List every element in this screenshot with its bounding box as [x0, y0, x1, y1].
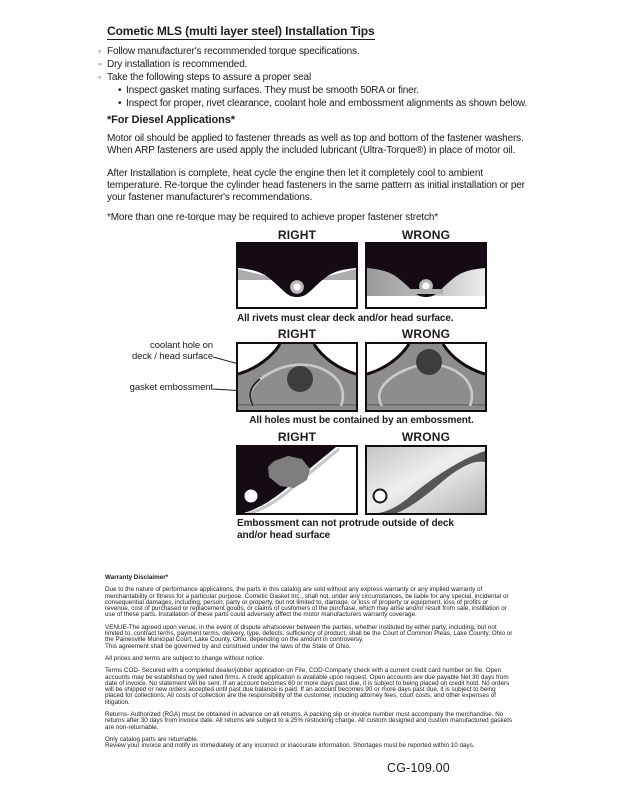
diesel-paragraph-2: After Installation is complete, heat cycle the engine then let it completely cool to ambient temperature. Re-torque the cylinder head fasteners in the same pattern as initial installation or per your fastener manufacturer's recommendations.	[107, 168, 525, 203]
hole-containment-wrong-illustration	[367, 344, 485, 410]
hole-containment-right-illustration	[238, 344, 356, 410]
diesel-paragraph-1: Motor oil should be applied to fastener threads as well as top and bottom of the fastener washers. When ARP fasteners are used apply the included lubricant (Ultra-Torque®) in place of motor oil.	[107, 133, 524, 156]
rivet-clearance-wrong-illustration	[367, 244, 485, 307]
tip-text: Take the following steps to assure a proper seal	[107, 72, 312, 83]
wrong-label: WRONG	[401, 228, 451, 242]
diagram-embossment-right	[236, 342, 358, 412]
right-label: RIGHT	[277, 430, 317, 444]
filled-bullet-icon: •	[118, 98, 122, 109]
tip-text: Inspect for proper, rivet clearance, coolant hole and embossment alignments as shown below.	[126, 98, 528, 109]
venue-paragraph: VENUE-The agreed upon venue, in the event of dispute whatsoever between the parties, whether instituted by either party, including, but not limited to, contract terms, payment terms, delivery, type, defects, sufficiency of product, shall be the Court of Common Pleas, Lake County, Ohio or the Painesville Municipal Court, Lake County, Ohio, depending on the amount in controversy.	[105, 623, 513, 644]
diagram-caption: All rivets must clear deck and/or head surface.	[237, 313, 454, 324]
open-bullet-icon: ◦	[98, 72, 102, 82]
diagram-caption: All holes must be contained by an embossment.	[249, 415, 474, 426]
prices-line: All prices and terms are subject to change without notice.	[105, 654, 265, 662]
installation-tips-list	[98, 45, 538, 110]
right-label: RIGHT	[277, 327, 317, 341]
right-label: RIGHT	[277, 228, 317, 242]
diagram-protrusion-wrong	[365, 445, 487, 515]
diesel-section-heading: *For Diesel Applications*	[107, 114, 235, 126]
review-invoice-line: Review your invoice and notify us immediately of any incorrect or inaccurate information. Shortages must be reported within 10 days.	[105, 742, 475, 750]
list-item	[98, 45, 538, 58]
open-bullet-icon: ◦	[98, 46, 102, 56]
list-item	[118, 84, 538, 97]
diagram-protrusion-right	[236, 445, 358, 515]
diagram-rivet-wrong	[365, 242, 487, 309]
legal-disclaimer-block	[105, 575, 513, 750]
list-item	[98, 71, 538, 84]
wrong-label: WRONG	[401, 327, 451, 341]
open-bullet-icon: ◦	[98, 59, 102, 69]
tip-text: Inspect gasket mating surfaces. They must be smooth 50RA or finer.	[126, 85, 419, 96]
list-item	[98, 58, 538, 71]
tip-text: Dry installation is recommended.	[107, 59, 248, 70]
rivet-clearance-right-illustration	[238, 244, 356, 307]
warranty-paragraph: Due to the nature of performance applications, the parts in this catalog are sold without any express warranty or any implied warranty of merchantability or fitness for a particular purpose. Cometic Gasket Inc., shall not, under any circumstances, be liable for any special, incidental or consequential damages, including, person, party or property, but not limited to, damage, or loss of property or equipment, loss of profits or revenue, cost of purchased or replacement goods, or claims of customers of the purchase, which may arise and/or result from sale, instillation or use of these parts. Installation of these parts could adversely affect the motor manufacturers warranty coverage.	[105, 586, 509, 619]
annotation-gasket-embossment: gasket embossment	[129, 382, 213, 393]
list-item	[118, 97, 538, 110]
filled-bullet-icon: •	[118, 85, 122, 96]
page-code: CG-109.00	[387, 761, 450, 775]
diagram-rivet-right	[236, 242, 358, 309]
diagram-embossment-wrong	[365, 342, 487, 412]
diagram-caption: Embossment can not protrude outside of deck and/or head surface	[237, 518, 454, 541]
protrusion-wrong-illustration	[367, 447, 485, 513]
governing-law-line: This agreement shall be governed by and construed under the laws of the State of Ohio.	[105, 642, 351, 650]
tip-text: Follow manufacturer's recommended torque specifications.	[107, 46, 360, 57]
annotation-coolant-hole: coolant hole on deck / head surface	[131, 340, 213, 362]
catalog-parts-line: Only catalog parts are returnable.	[105, 735, 199, 743]
retorque-note: *More than one re-torque may be required to achieve proper fastener stretch*	[107, 212, 439, 223]
returns-paragraph: Returns- Authorized (RGA) must be obtained in advance on all returns. A packing slip or invoice number must accompany the merchandise. No returns after 30 days from invoice date. All returns are subject to a 25% restocking charge. All custom designed and custom manufactured gaskets are non-returnable.	[105, 711, 513, 731]
protrusion-right-illustration	[238, 447, 356, 513]
wrong-label: WRONG	[401, 430, 451, 444]
warranty-disclaimer-heading: Warranty Disclaimer*	[105, 574, 169, 581]
page-title: Cometic MLS (multi layer steel) Installation Tips	[107, 24, 375, 38]
terms-cod-paragraph: Terms COD- Secured with a completed dealer/jobber application on File, COD-Company check with a current credit card number on file. Open accounts may be established by well rated firms. A credit application is available upon request. Open accounts are due payable Net 30 days from date of invoice. No statement will be sent. If an account becomes 60 or more days past due, it is subject to being placed on credit hold. No orders will be shipped or new orders accepted until past due balance is paid. If an account becomes 90 or more days past due, it is subject to being placed for collections. All costs of collection are the responsibility of the customer, including attorney fees, court costs, and other expenses of litigation.	[105, 667, 510, 706]
